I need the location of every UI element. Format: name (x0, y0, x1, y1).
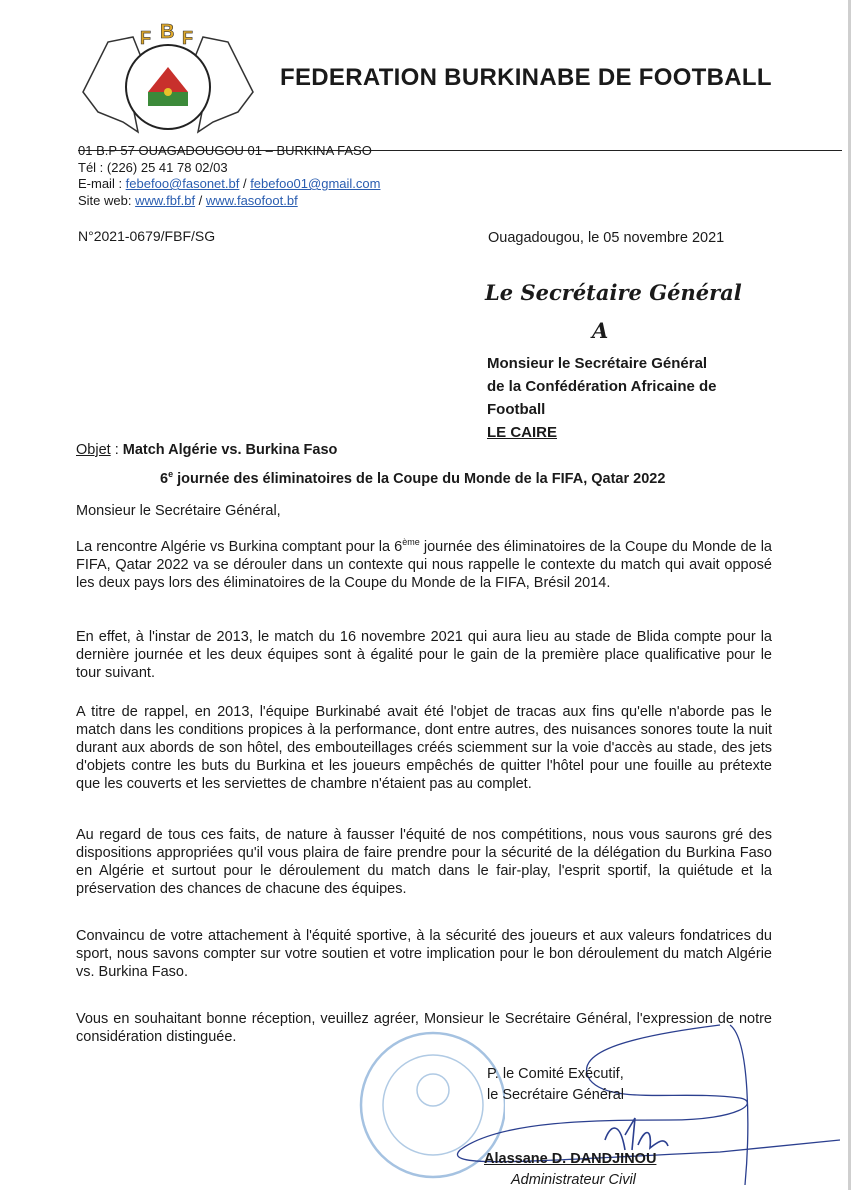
svg-text:B: B (160, 22, 175, 43)
subject-line-2: 6e journée des éliminatoires de la Coupe du Monde de la FIFA, Qatar 2022 (160, 469, 666, 487)
recipient-line: Football (487, 401, 546, 418)
recipient-city: LE CAIRE (487, 424, 558, 441)
sender-title: Le Secrétaire Général (485, 280, 742, 305)
paragraph-5: Convaincu de votre attachement à l'équité sportive, à la sécurité des joueurs et aux valeurs fondatrices du sport, nous savons compter sur votre soutien et votre implication pour le bon déroulement du match Algérie vs. Burkina Faso. (76, 928, 772, 980)
contact-block (78, 143, 380, 209)
subject-line-1: Match Algérie vs. Burkina Faso (122, 442, 338, 458)
paragraph-2: En effet, à l'instar de 2013, le match du 16 novembre 2021 qui aura lieu au stade de Blida compte pour la dernière journée et les deux équipes sont à égalité pour le gain de la première place qualificative pour le tour suivant. (76, 629, 772, 681)
separator: / (239, 176, 251, 191)
subject-block (76, 438, 665, 491)
letter-date: Ouagadougou, le 05 novembre 2021 (488, 230, 725, 246)
email-label: E-mail : (78, 176, 126, 191)
web-link-1[interactable]: www.fbf.bf (135, 192, 196, 208)
paragraph-1: La rencontre Algérie vs Burkina comptant pour la 6ème journée des éliminatoires de la Coupe du Monde de la FIFA, Qatar 2022 va se dérouler dans un contexte qui nous rappelle le contexte du match qui avait opposé les deux pays lors des éliminatoires de la Coupe du Monde de la FIFA, Brésil 2014. (76, 537, 772, 591)
signatory-name: Alassane D. DANDJINOU (484, 1151, 657, 1167)
colon: : (110, 442, 123, 458)
salutation: Monsieur le Secrétaire Général, (76, 503, 281, 519)
closing-paragraph: Vous en souhaitant bonne réception, veuillez agréer, Monsieur le Secrétaire Général, l'expression de notre considération distinguée. (76, 1011, 772, 1045)
federation-title: FEDERATION BURKINABE DE FOOTBALL (280, 64, 772, 91)
signature-line-2: le Secrétaire Général (487, 1087, 625, 1103)
reference-number: N°2021-0679/FBF/SG (78, 228, 216, 244)
svg-text:F: F (182, 28, 193, 48)
paragraph-3: A titre de rappel, en 2013, l'équipe Burkinabé avait été l'objet de tracas aux fins qu'elle n'aborde pas le match dans les conditions propices à la performance, dont entre autres, des nuisances sonores toute la nuit durant aux abords de son hôtel, des embouteillages créés sciemment sur la voie d'accès au stade, des jets d'objets contre les buts du Burkina et les joueurs empêchés de quitter l'hôtel pour une fouille au prétexte que les couverts et les serviettes de chambre n'étaient pas au complet. (76, 704, 772, 792)
web-link-2[interactable]: www.fasofoot.bf (205, 192, 298, 208)
email-link-1[interactable]: febefoo@fasonet.bf (125, 176, 240, 191)
recipient-line: de la Confédération Africaine de (487, 378, 717, 395)
to-marker: A (592, 318, 609, 343)
signature-block (487, 1064, 624, 1106)
paragraph-4: Au regard de tous ces faits, de nature à fausser l'équité de nos compétitions, nous vous saurons gré des dispositions appropriées qu'il vous plaira de faire prendre pour la sécurité de la délégation du Burkina Faso en Algérie et surtout pour le déroulement du match dans le fair-play, l'esprit sportif, la quiétude et la préservation des chances de chacune des équipes. (76, 827, 772, 897)
signatory-title: Administrateur Civil (511, 1172, 636, 1188)
separator: / (195, 192, 206, 208)
telephone: Tél : (226) 25 41 78 02/03 (78, 159, 228, 175)
recipient-line: Monsieur le Secrétaire Général (487, 355, 708, 372)
recipient-block (487, 352, 717, 444)
svg-text:F: F (140, 28, 151, 48)
web-label: Site web: (78, 192, 136, 208)
signature-line-1: P. le Comité Exécutif, (487, 1066, 624, 1082)
fbf-logo (78, 22, 258, 140)
email-link-2[interactable]: febefoo01@gmail.com (250, 176, 381, 191)
postal-address: 01 B.P 57 OUAGADOUGOU 01 – BURKINA FASO (78, 143, 372, 158)
subject-label: Objet (76, 442, 111, 458)
